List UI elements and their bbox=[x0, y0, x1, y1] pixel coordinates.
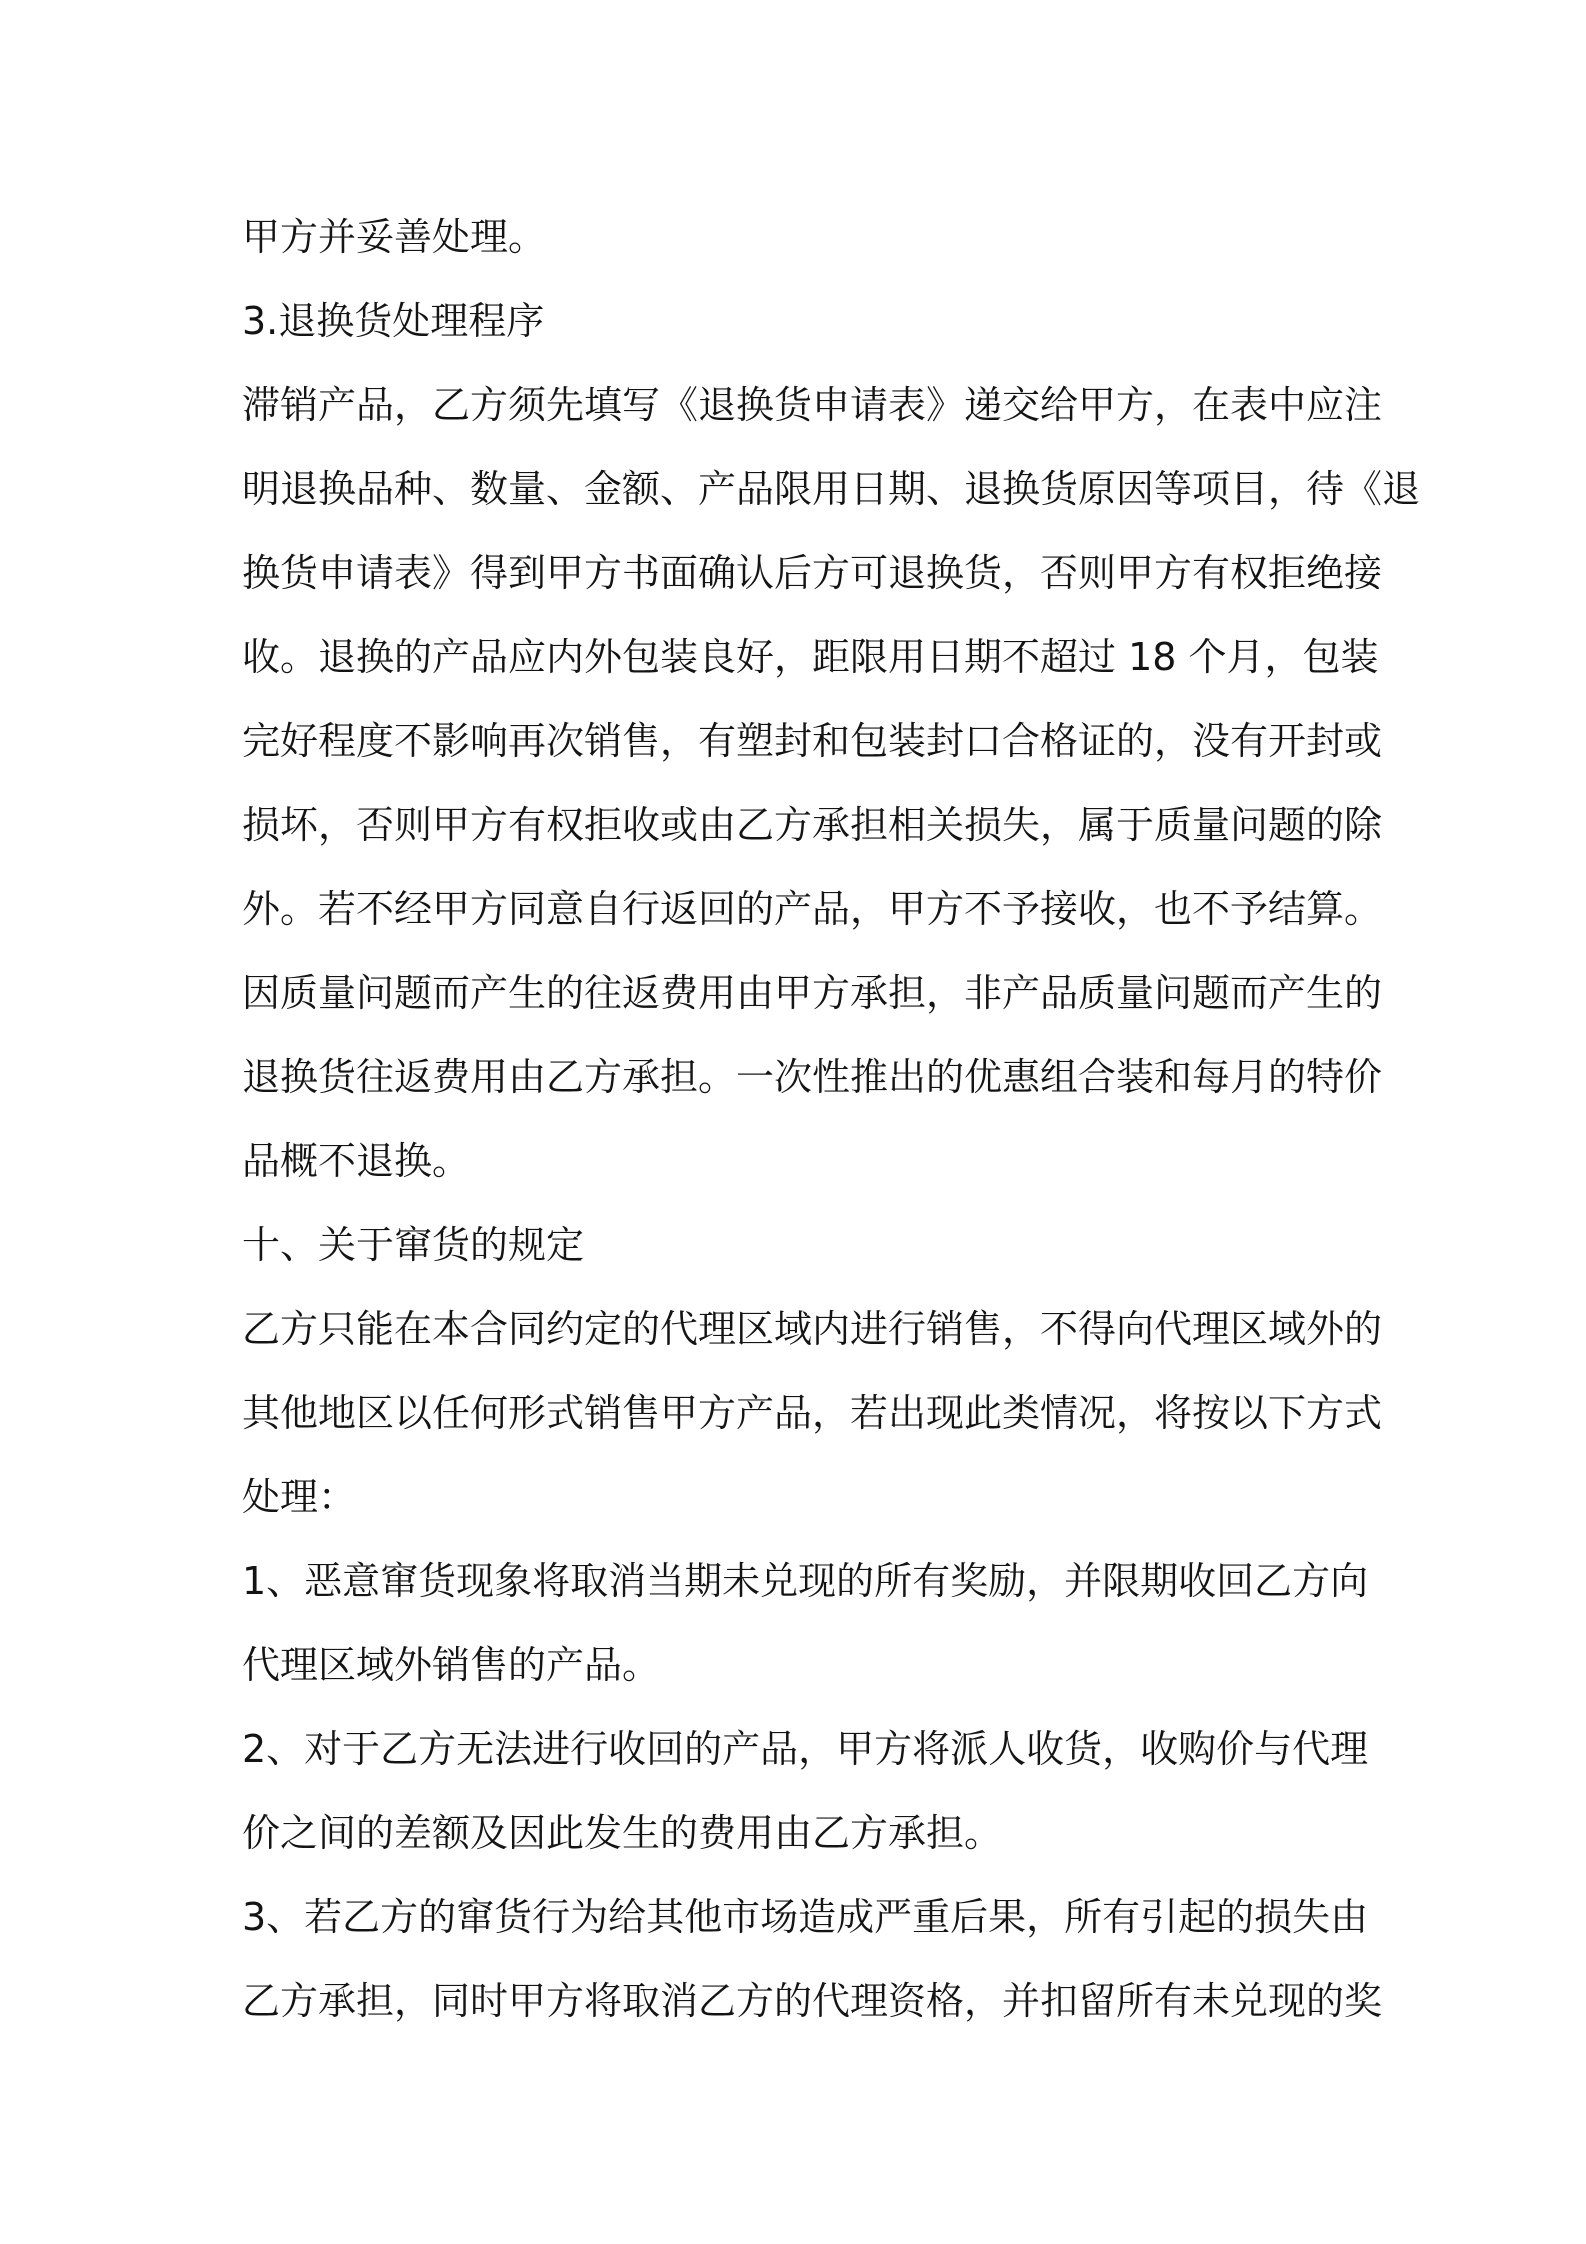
text-line: 损坏，否则甲方有权拒收或由乙方承担相关损失，属于质量问题的除 bbox=[242, 803, 1383, 847]
text-line: 完好程度不影响再次销售，有塑封和包装封口合格证的，没有开封或 bbox=[242, 719, 1383, 763]
text-line: 外。若不经甲方同意自行返回的产品，甲方不予接收，也不予结算。 bbox=[242, 887, 1383, 931]
document-body bbox=[242, 195, 1421, 2043]
text-line: 因质量问题而产生的往返费用由甲方承担，非产品质量问题而产生的 bbox=[242, 971, 1383, 1015]
text-line: 退换货往返费用由乙方承担。一次性推出的优惠组合装和每月的特价 bbox=[242, 1055, 1383, 1099]
text-line: 代理区域外销售的产品。 bbox=[242, 1643, 661, 1687]
text-line: 品概不退换。 bbox=[242, 1139, 471, 1183]
text-line: 乙方承担，同时甲方将取消乙方的代理资格，并扣留所有未兑现的奖 bbox=[242, 1979, 1383, 2023]
list-item: 2、对于乙方无法进行收回的产品，甲方将派人收货，收购价与代理 bbox=[242, 1727, 1369, 1771]
list-item: 3、若乙方的窜货行为给其他市场造成严重后果，所有引起的损失由 bbox=[242, 1895, 1369, 1939]
list-item: 1、恶意窜货现象将取消当期未兑现的所有奖励，并限期收回乙方向 bbox=[242, 1559, 1369, 1603]
text-line: 价之间的差额及因此发生的费用由乙方承担。 bbox=[242, 1811, 1003, 1855]
text-line: 甲方并妥善处理。 bbox=[242, 215, 547, 259]
text-line: 其他地区以任何形式销售甲方产品，若出现此类情况，将按以下方式 bbox=[242, 1391, 1383, 1435]
text-line: 乙方只能在本合同约定的代理区域内进行销售，不得向代理区域外的 bbox=[242, 1307, 1383, 1351]
text-line: 明退换品种、数量、金额、产品限用日期、退换货原因等项目，待《退 bbox=[242, 467, 1421, 511]
section-heading: 十、关于窜货的规定 bbox=[242, 1223, 585, 1267]
text-line: 换货申请表》得到甲方书面确认后方可退换货，否则甲方有权拒绝接 bbox=[242, 551, 1383, 595]
text-line: 处理： bbox=[242, 1475, 357, 1519]
text-line: 滞销产品，乙方须先填写《退换货申请表》递交给甲方，在表中应注 bbox=[242, 383, 1383, 427]
section-heading: 3.退换货处理程序 bbox=[242, 299, 545, 343]
text-line: 收。退换的产品应内外包装良好，距限用日期不超过 18 个月，包装 bbox=[242, 635, 1379, 679]
